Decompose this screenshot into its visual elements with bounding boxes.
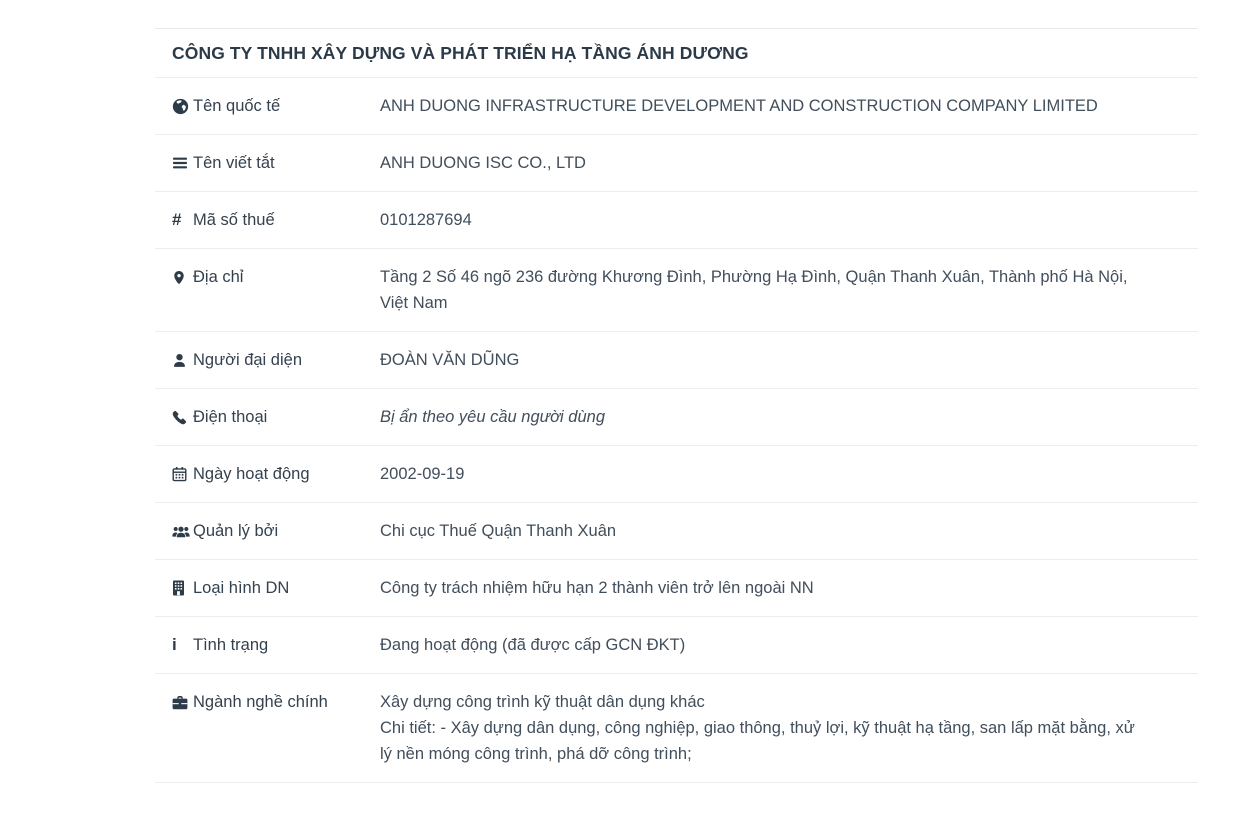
row-label-text: Tên quốc tế [193,97,281,115]
row-value: ANH DUONG ISC CO., LTD [380,154,586,172]
row-value-status: Đang hoạt động (đã được cấp GCN ĐKT) [380,636,686,654]
globe-icon [172,93,193,119]
row-value-address: Tầng 2 Số 46 ngõ 236 đường Khương Đình, Phường Hạ Đình, Quận Thanh Xuân, Thành phố Hà Nội, Việt Nam [380,268,1128,312]
row-label [155,689,380,715]
info-row-activation-date [155,446,1198,503]
company-name-title: CÔNG TY TNHH XÂY DỰNG VÀ PHÁT TRIỂN HẠ TẦNG ÁNH DƯƠNG [155,29,1198,78]
row-label [155,518,380,544]
row-label-text: Địa chỉ [193,268,244,286]
row-value-phone-hidden-note: Bị ẩn theo yêu cầu người dùng [380,408,606,426]
row-label [155,347,380,373]
info-row-address [155,249,1198,332]
user-icon [172,347,193,373]
row-value-tax-code: 0101287694 [380,211,472,229]
row-label-text: Ngành nghề chính [193,693,328,711]
info-row-company-type [155,560,1198,617]
row-label-text: Tên viết tắt [193,154,275,172]
row-label-text: Ngày hoạt động [193,465,310,483]
row-value-main-industry [380,689,1198,767]
main-industry-detail: Chi tiết: - Xây dựng dân dụng, công nghiệp, giao thông, thuỷ lợi, kỹ thuật hạ tầng, san lấp mặt bằng, xử lý nền móng công trình, phá dỡ công trình; [380,719,1135,763]
row-label [155,93,380,119]
row-value-managed-by: Chi cục Thuế Quận Thanh Xuân [380,522,617,540]
row-label [155,264,380,290]
row-label [155,461,380,487]
phone-icon [172,404,193,430]
row-value-activation-date: 2002-09-19 [380,465,465,483]
info-row-managed-by [155,503,1198,560]
company-info-card [155,28,1198,783]
main-industry-name: Xây dựng công trình kỹ thuật dân dụng khác [380,693,705,711]
row-label-text: Quản lý bởi [193,522,279,540]
row-label [155,632,380,658]
row-label-text: Người đại diện [193,351,303,369]
users-icon [172,518,193,544]
hashtag-icon: # [172,210,182,229]
info-icon: i [172,635,177,654]
row-label-text: Loại hình DN [193,579,290,597]
info-row-tax-code [155,192,1198,249]
row-value-representative: ĐOÀN VĂN DŨNG [380,351,520,369]
info-row-phone [155,389,1198,446]
row-label [155,575,380,601]
info-row-main-industry [155,674,1198,782]
info-row-short-name [155,135,1198,192]
row-label [155,207,380,233]
map-marker-icon [172,264,193,290]
row-label [155,150,380,176]
row-label-text: Điện thoại [193,408,268,426]
row-value: ANH DUONG INFRASTRUCTURE DEVELOPMENT AND CONSTRUCTION COMPANY LIMITED [380,97,1098,115]
briefcase-icon [172,689,193,715]
info-row-international-name [155,78,1198,135]
row-label-text: Mã số thuế [193,211,275,229]
calendar-icon [172,461,193,487]
info-row-status [155,617,1198,674]
row-label-text: Tình trạng [193,636,269,654]
row-label [155,404,380,430]
row-value-company-type: Công ty trách nhiệm hữu hạn 2 thành viên trở lên ngoài NN [380,579,814,597]
building-icon [172,575,193,601]
bars-icon [172,150,193,176]
info-row-representative [155,332,1198,389]
